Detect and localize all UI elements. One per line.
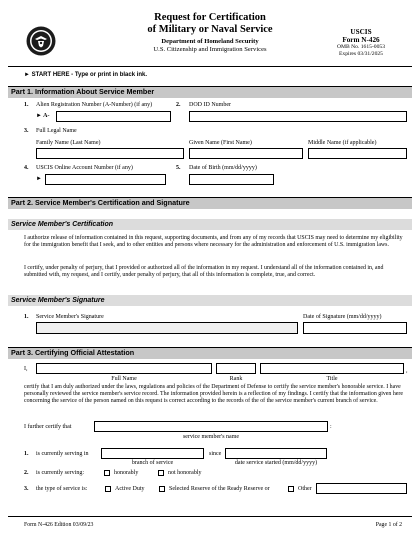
other-service-type-input[interactable] xyxy=(316,483,407,494)
service-member-name-input[interactable] xyxy=(94,421,328,432)
part1-q2-number: 2. xyxy=(176,102,181,108)
branch-of-service-caption: branch of service xyxy=(131,460,174,466)
certification-subheader: Service Member's Certification xyxy=(8,219,412,230)
full-legal-name-label: Full Legal Name xyxy=(36,128,77,134)
selected-reserve-checkbox[interactable] xyxy=(159,486,165,492)
dod-id-label: DOD ID Number xyxy=(189,102,231,108)
service-member-name-caption: service member's name xyxy=(182,434,240,440)
uscis-account-input[interactable] xyxy=(45,174,166,185)
signature-label: Service Member's Signature xyxy=(36,314,104,320)
a-number-label: Alien Registration Number (A-Number) (if any) xyxy=(36,102,153,108)
other-label: Other xyxy=(298,486,312,492)
part1-q5-number: 5. xyxy=(176,165,181,171)
footer-page-number: Page 1 of 2 xyxy=(375,522,402,528)
department-name: Department of Homeland Security xyxy=(161,38,259,45)
form-number: Form N-426 xyxy=(342,36,380,44)
date-of-birth-label: Date of Birth (mm/dd/yyyy) xyxy=(189,165,257,171)
dod-id-input[interactable] xyxy=(189,111,407,122)
currently-serving-label: is currently serving: xyxy=(36,470,84,476)
not-honorably-checkbox[interactable] xyxy=(158,470,164,476)
family-name-input[interactable] xyxy=(36,148,184,159)
full-name-caption: Full Name xyxy=(111,376,137,382)
footer-form-edition: Form N-426 Edition 03/09/23 xyxy=(24,522,94,528)
start-here-instruction: ► START HERE - Type or print in black ink. xyxy=(24,72,148,78)
a-number-prefix: ► A- xyxy=(36,113,50,119)
date-of-signature-input[interactable] xyxy=(303,322,407,334)
selected-reserve-label: Selected Reserve of the Ready Reserve or xyxy=(169,486,270,492)
official-title-input[interactable] xyxy=(260,363,404,374)
date-service-started-caption: date service started (mm/dd/yyyy) xyxy=(234,460,318,466)
further-certify-label: I further certify that xyxy=(24,424,72,430)
official-full-name-input[interactable] xyxy=(36,363,212,374)
other-checkbox[interactable] xyxy=(288,486,294,492)
uscis-account-prefix: ► xyxy=(36,176,42,182)
active-duty-label: Active Duty xyxy=(115,486,145,492)
active-duty-checkbox[interactable] xyxy=(105,486,111,492)
honorably-label: honorably xyxy=(114,470,139,476)
middle-name-input[interactable] xyxy=(308,148,407,159)
part2-q1-number: 1. xyxy=(24,314,29,320)
part1-q4-number: 4. xyxy=(24,165,29,171)
dhs-seal xyxy=(26,26,56,56)
official-rank-input[interactable] xyxy=(216,363,256,374)
uscis-account-label: USCIS Online Account Number (if any) xyxy=(36,165,133,171)
date-of-signature-label: Date of Signature (mm/dd/yyyy) xyxy=(303,314,382,320)
agency-name: U.S. Citizenship and Immigration Services xyxy=(153,46,267,53)
form-org: USCIS xyxy=(350,28,372,36)
part1-q3-number: 3. xyxy=(24,128,29,134)
type-of-service-label: the type of service is: xyxy=(36,486,88,492)
i-label: I, xyxy=(24,366,28,372)
since-label: since xyxy=(209,451,222,457)
certification-paragraph-2: I certify, under penalty of perjury, that I provided or authorized all of the information in my request. I understand all of the information contained in, and submitted with, my request, and I certify, under penalty of perjury, that all of this information is complete, true, and correct. xyxy=(24,265,384,279)
part1-q1-number: 1. xyxy=(24,102,29,108)
title-caption: Title xyxy=(326,376,338,382)
certification-paragraph-1: I authorize release of information contained in this request, supporting documents, and from any of my records that USCIS may need to determine my eligibility for the immigration benefit that I seek, and to other entities and persons where necessary for the administration and enforcement of U.S. immigration laws. xyxy=(24,235,403,249)
family-name-label: Family Name (Last Name) xyxy=(36,140,101,146)
attestation-paragraph: certify that I am duly authorized under the laws, regulations and policies of the Department of Defense to certify the service member's honorable service. I have personally reviewed the service member's service record. The information provided herein is a reflection of my findings. I certify that the information given here concerning the service of the person named on this request is correct according to the records of the of the service member's current branch of service. xyxy=(24,384,403,405)
part3-q2-number: 2. xyxy=(24,470,29,476)
date-service-started-input[interactable] xyxy=(225,448,327,459)
part1-header: Part 1. Information About Service Member xyxy=(8,86,412,98)
form-title-line1: Request for Certification xyxy=(154,12,266,23)
given-name-label: Given Name (First Name) xyxy=(189,140,252,146)
part3-q3-number: 3. xyxy=(24,486,29,492)
dhs-seal-icon xyxy=(26,26,56,56)
honorably-checkbox[interactable] xyxy=(104,470,110,476)
branch-of-service-input[interactable] xyxy=(101,448,204,459)
expiration-date: Expires 03/31/2025 xyxy=(339,50,383,57)
a-number-input[interactable] xyxy=(56,111,171,122)
signature-subheader: Service Member's Signature xyxy=(8,295,412,306)
omb-number: OMB No. 1615-0053 xyxy=(336,44,385,50)
date-of-birth-input[interactable] xyxy=(189,174,274,185)
form-title-line2: of Military or Naval Service xyxy=(147,23,273,35)
signature-input[interactable] xyxy=(36,322,298,334)
further-colon: : xyxy=(330,424,332,430)
rank-caption: Rank xyxy=(229,376,243,382)
middle-name-label: Middle Name (if applicable) xyxy=(308,140,377,146)
given-name-input[interactable] xyxy=(189,148,303,159)
part3-header: Part 3. Certifying Official Attestation xyxy=(8,347,412,359)
not-honorably-label: not honorably xyxy=(168,470,202,476)
part3-q1-number: 1. xyxy=(24,451,29,457)
part2-header: Part 2. Service Member's Certification and Signature xyxy=(8,197,412,209)
title-comma: , xyxy=(406,368,408,374)
currently-serving-in-label: is currently serving in xyxy=(36,451,89,457)
